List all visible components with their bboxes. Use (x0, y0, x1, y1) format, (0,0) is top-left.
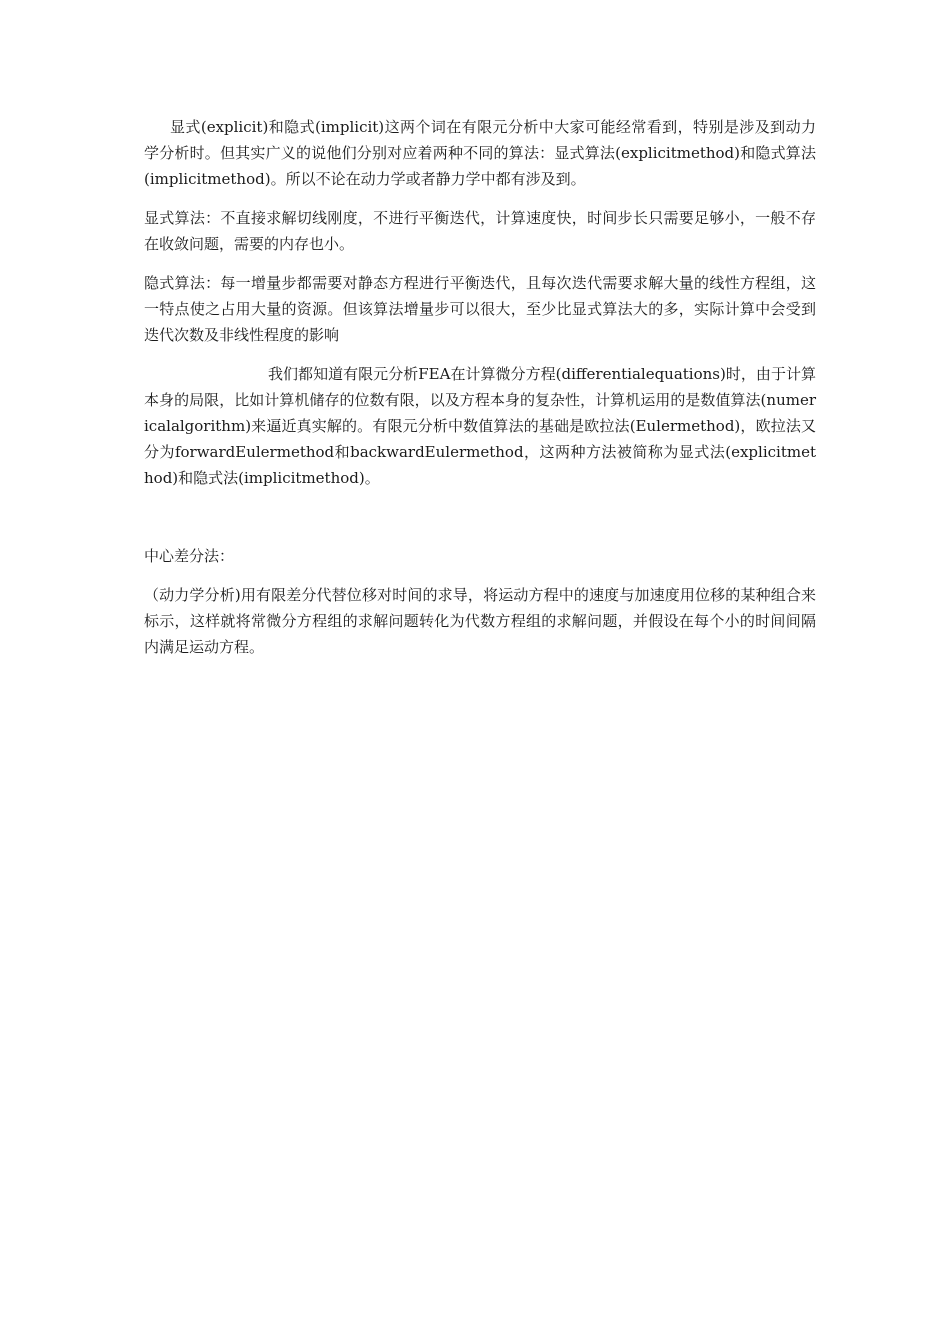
fea-paragraph: 我们都知道有限元分析FEA在计算微分方程(differentialequations)时，由于计算本身的局限，比如计算机储存的位数有限，以及方程本身的复杂性，计算机运用的是数值算法(numericalalgorithm)来逼近真实解的。有限元分析中数值算法的基础是欧拉法(Eulermethod)，欧拉法又分为forwardEulermethod和backwardEulermethod，这两种方法被简称为显式法(explicitmethod)和隐式法(implicitmethod)。 (144, 365, 816, 487)
explicit-method-paragraph: 显式算法：不直接求解切线刚度，不进行平衡迭代，计算速度快，时间步长只需要足够小，一般不存在收敛问题，需要的内存也小。 (144, 209, 816, 253)
intro-paragraph: 显式(explicit)和隐式(implicit)这两个词在有限元分析中大家可能经常看到，特别是涉及到动力学分析时。但其实广义的说他们分别对应着两种不同的算法：显式算法(explicitmethod)和隐式算法(implicitmethod)。所以不论在动力学或者静力学中都有涉及到。 (144, 118, 816, 188)
implicit-method-paragraph: 隐式算法：每一增量步都需要对静态方程进行平衡迭代，且每次迭代需要求解大量的线性方程组，这一特点使之占用大量的资源。但该算法增量步可以很大，至少比显式算法大的多，实际计算中会受到迭代次数及非线性程度的影响 (144, 274, 816, 344)
central-difference-paragraph: （动力学分析)用有限差分代替位移对时间的求导，将运动方程中的速度与加速度用位移的某种组合来标示，这样就将常微分方程组的求解问题转化为代数方程组的求解问题，并假设在每个小的时间间隔内满足运动方程。 (144, 586, 816, 656)
central-difference-heading: 中心差分法： (144, 547, 235, 565)
document-body (144, 114, 816, 660)
